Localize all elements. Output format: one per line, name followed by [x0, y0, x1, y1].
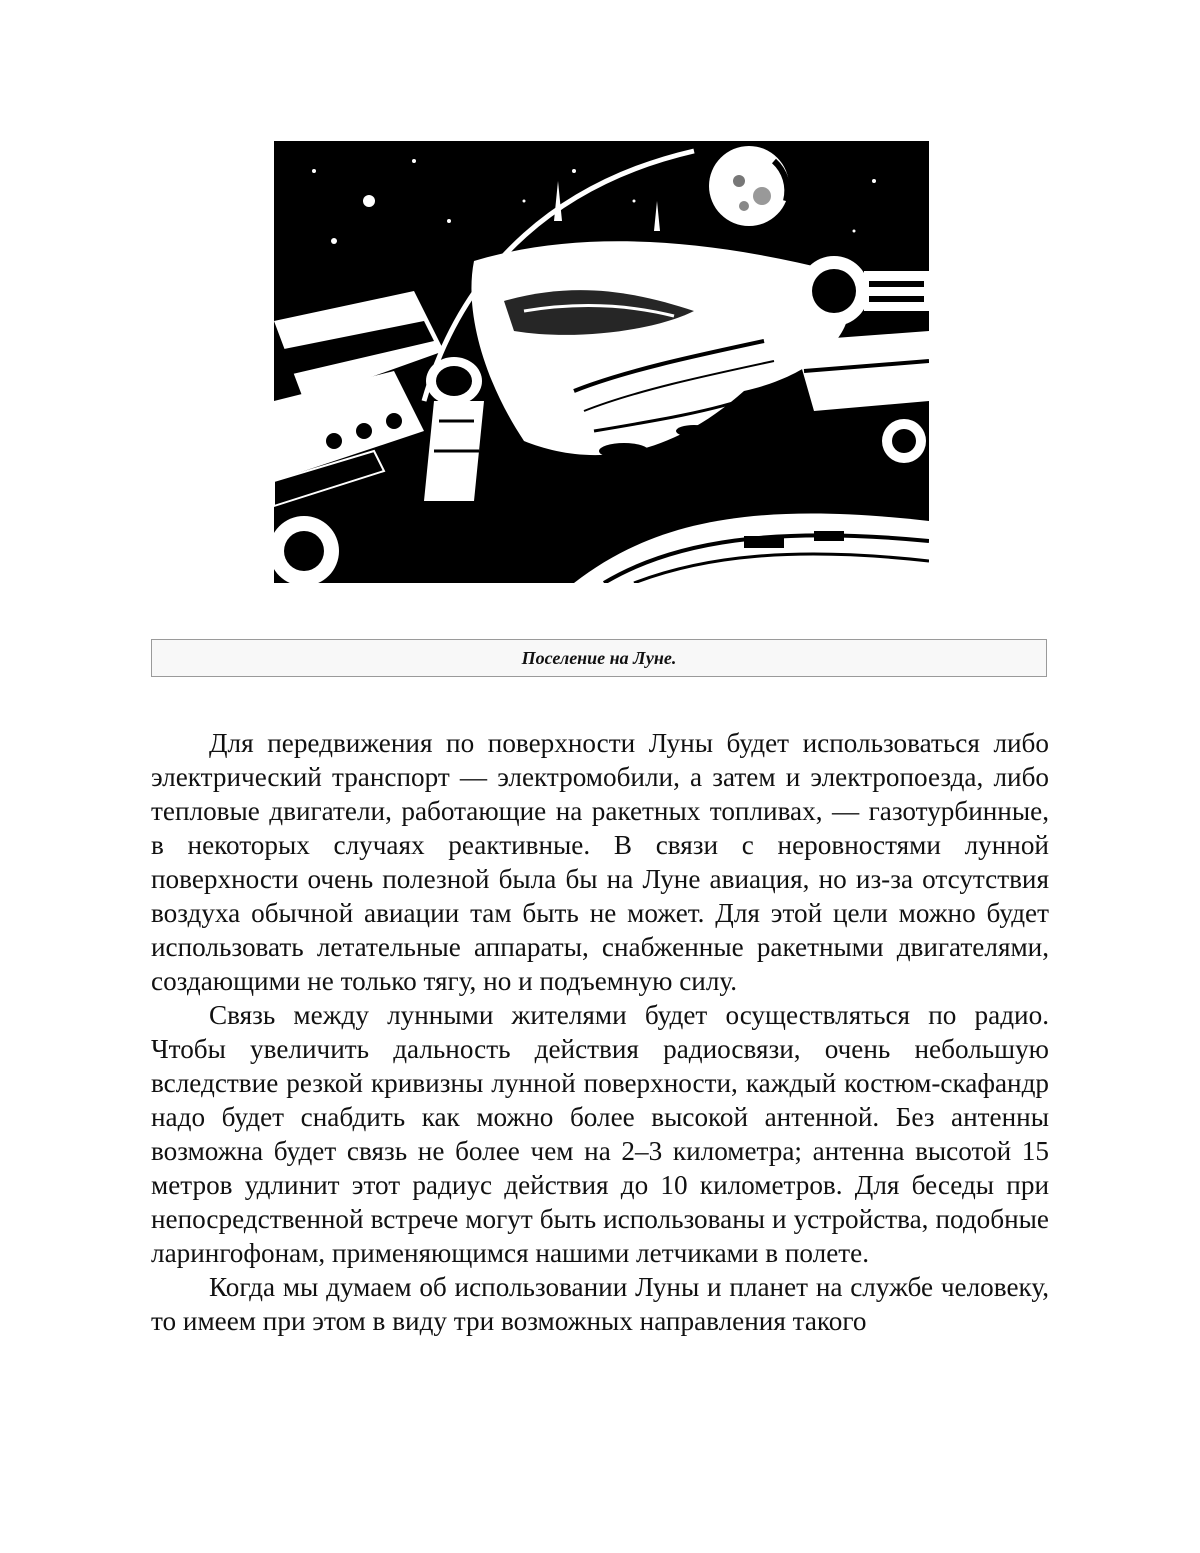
figure-caption-box: [151, 639, 1047, 677]
illustration-svg: [274, 141, 929, 583]
body-text: [151, 726, 1049, 1338]
paragraph-2: Связь между лунными жителями будет осуществляться по радио. Чтобы увеличить дальность действия радиосвязи, очень небольшую вследствие резкой кривизны лунной поверхности, каждый костюм-скафандр надо будет снабдить как можно более высокой антенной. Без антенны возможна будет связь не более чем на 2–3 километра; антенна высотой 15 метров удлинит этот радиус действия до 10 километров. Для беседы при непосредственной встрече могут быть использованы и устройства, подобные ларингофонам, применяющимся нашими летчиками в полете.: [151, 1000, 1049, 1268]
paragraph-1: Для передвижения по поверхности Луны будет использоваться либо электрический транспорт — электромобили, а затем и электропоезда, либо тепловые двигатели, работающие на ракетных топливах, — газотурбинные, в некоторых случаях реактивные. В связи с неровностями лунной поверхности очень полезной была бы на Луне авиация, но из-за отсутствия воздуха обычной авиации там быть не может. Для этой цели можно будет использовать летательные аппараты, снабженные ракетными двигателями, создающими не только тягу, но и подъемную силу.: [151, 728, 1049, 996]
figure-caption: Поселение на Луне.: [521, 647, 677, 668]
moon-settlement-illustration: [274, 141, 929, 583]
paragraph-3: Когда мы думаем об использовании Луны и планет на службе человеку, то имеем при этом в виду три возможных направления такого: [151, 1272, 1049, 1336]
